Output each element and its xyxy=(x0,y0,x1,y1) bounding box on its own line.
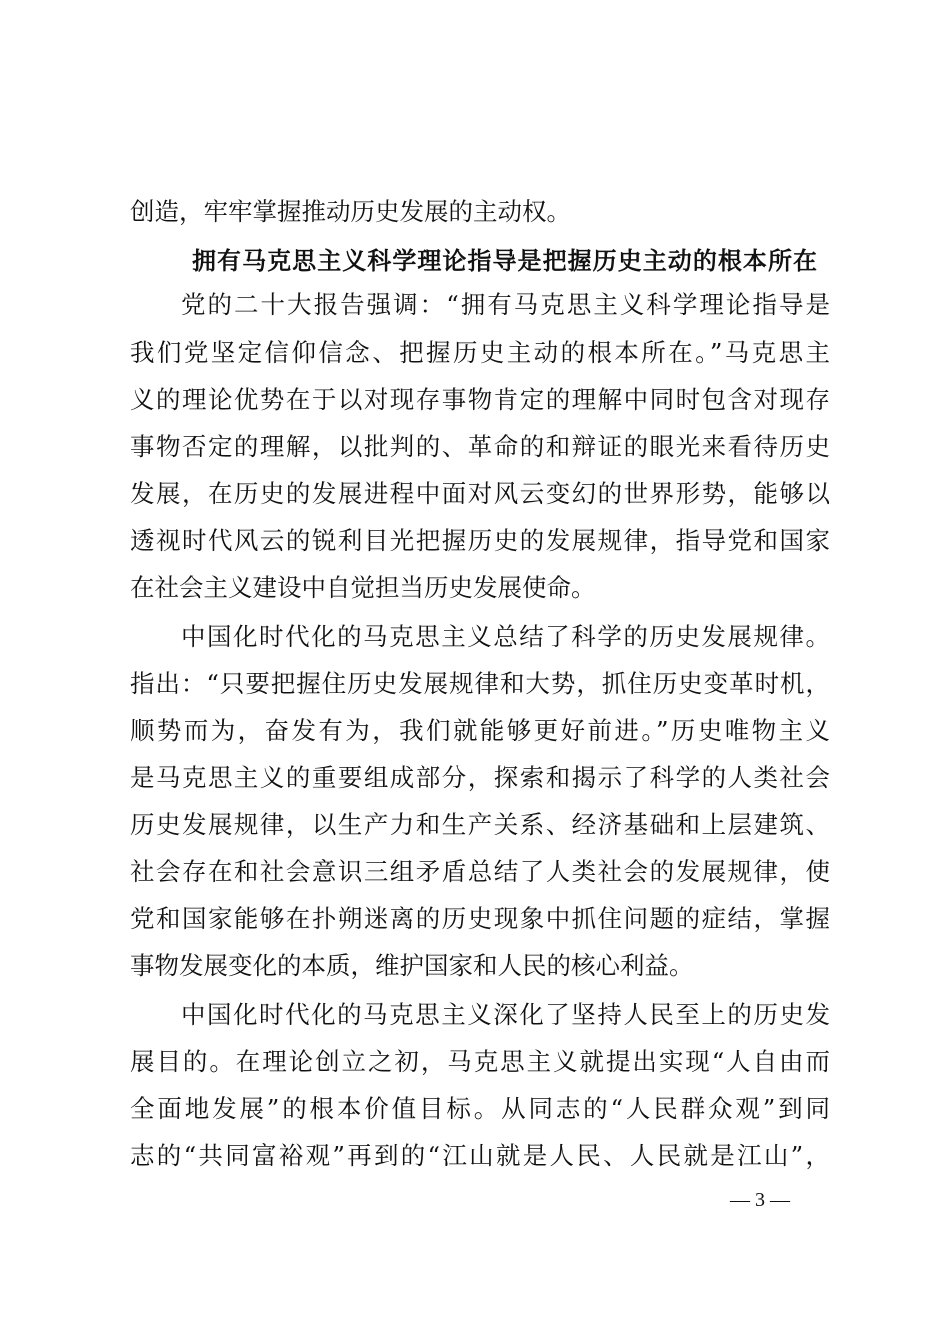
body-text-line: 中国化时代化的马克思主义深化了坚持人民至上的历史发 xyxy=(181,1000,830,1029)
body-text-line: 发展，在历史的发展进程中面对风云变幻的世界形势，能够以 xyxy=(130,479,830,508)
body-text-line: 社会存在和社会意识三组矛盾总结了人类社会的发展规律，使 xyxy=(130,857,830,886)
body-text-line: 事物发展变化的本质，维护国家和人民的核心利益。 xyxy=(130,951,694,980)
page-number: — 3 — xyxy=(730,1189,790,1211)
body-text-line: 全面地发展”的根本价值目标。从同志的“人民群众观”到同 xyxy=(130,1094,830,1123)
body-text-line: 历史发展规律，以生产力和生产关系、经济基础和上层建筑、 xyxy=(130,810,830,839)
body-text-line: 党和国家能够在扑朔迷离的历史现象中抓住问题的症结，掌握 xyxy=(130,904,830,933)
body-text-line: 在社会主义建设中自觉担当历史发展使命。 xyxy=(130,573,596,602)
body-text-line: 事物否定的理解，以批判的、革命的和辩证的眼光来看待历史 xyxy=(130,432,830,461)
body-text-line: 指出：“只要把握住历史发展规律和大势，抓住历史变革时机， xyxy=(130,669,830,698)
body-text-line: 是马克思主义的重要组成部分，探索和揭示了科学的人类社会 xyxy=(130,763,830,792)
body-text-line: 志的“共同富裕观”再到的“江山就是人民、人民就是江山”， xyxy=(130,1141,830,1170)
body-text-line: 中国化时代化的马克思主义总结了科学的历史发展规律。 xyxy=(181,622,830,651)
body-text-line: 我们党坚定信仰信念、把握历史主动的根本所在。”马克思主 xyxy=(130,338,830,367)
body-text-line: 创造，牢牢掌握推动历史发展的主动权。 xyxy=(130,197,571,226)
body-text-line: 透视时代风云的锐利目光把握历史的发展规律，指导党和国家 xyxy=(130,526,830,555)
body-text-line: 顺势而为，奋发有为，我们就能够更好前进。”历史唯物主义 xyxy=(130,716,830,745)
body-text-line: 义的理论优势在于以对现存事物肯定的理解中同时包含对现存 xyxy=(130,385,830,414)
body-text-line: 展目的。在理论创立之初，马克思主义就提出实现“人自由而 xyxy=(130,1047,830,1076)
body-text-line: 党的二十大报告强调：“拥有马克思主义科学理论指导是 xyxy=(181,290,830,319)
section-heading: 拥有马克思主义科学理论指导是把握历史主动的根本所在 xyxy=(192,246,817,275)
